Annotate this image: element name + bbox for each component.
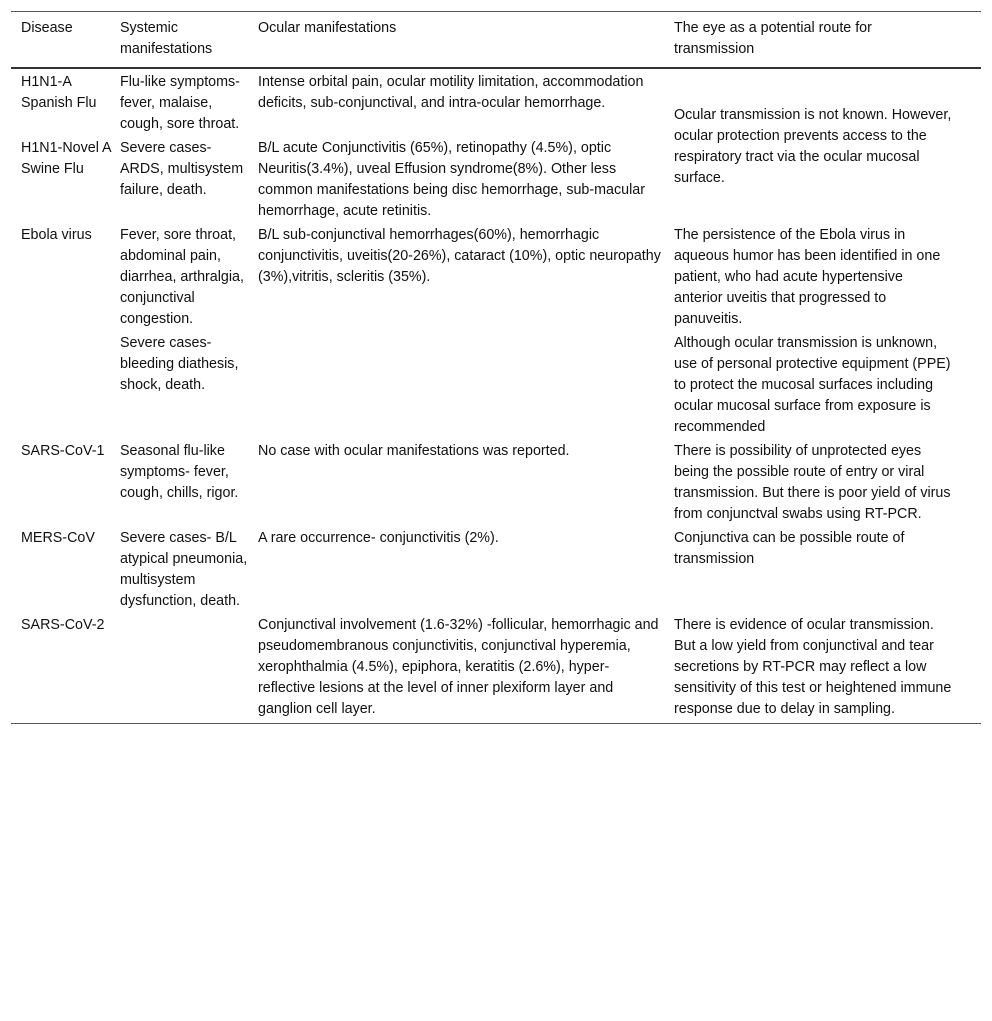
- header-systemic: Systemic manifestations: [120, 20, 213, 57]
- cell-ocular: Conjunctival involvement (1.6-32%) -follicular, hemorrhagic and pseudomembranous conjunctivitis, conjunctival hyperemia, xerophthalmia (4.5%), epiphora, keratitis (2.6%), hyper-reflective lesions at the level of inner plexiform layer and ganglion cell layer.: [258, 617, 659, 717]
- cell-ocular: B/L acute Conjunctivitis (65%), retinopathy (4.5%), optic Neuritis(3.4%), uveal Effusion syndrome(8%). Other less common manifestations being disc hemorrhage, sub-macular hemorrhage, acute retinitis.: [258, 140, 645, 219]
- cell-ocular: B/L sub-conjunctival hemorrhages(60%), hemorrhagic conjunctivitis, uveitis(20-26%), cataract (10%), optic neuropathy (3%),vitritis, scleritis (35%).: [258, 227, 661, 285]
- table-row: [11, 222, 981, 330]
- cell-ocular: Intense orbital pain, ocular motility limitation, accommodation deficits, sub-conjunctival, and intra-ocular hemorrhage.: [258, 74, 644, 111]
- cell-systemic: [120, 612, 258, 724]
- cell-systemic: Fever, sore throat, abdominal pain, diarrhea, arthralgia, conjunctival congestion.: [120, 227, 244, 327]
- cell-disease: Ebola virus: [21, 227, 92, 243]
- manifestations-table: [11, 11, 981, 724]
- cell-transmission: Ocular transmission is not known. However, ocular protection prevents access to the respiratory tract via the ocular mucosal surface.: [674, 107, 952, 186]
- table-row: [11, 330, 981, 438]
- cell-systemic: Severe cases- bleeding diathesis, shock, death.: [120, 335, 239, 393]
- cell-transmission: Conjunctiva can be possible route of transmission: [674, 530, 905, 567]
- cell-systemic: Seasonal flu-like symptoms- fever, cough, chills, rigor.: [120, 443, 239, 501]
- header-disease: Disease: [21, 20, 73, 36]
- header-transmission: The eye as a potential route for transmission: [674, 20, 872, 57]
- cell-ocular: No case with ocular manifestations was reported.: [258, 443, 570, 459]
- table-body: [11, 68, 981, 724]
- cell-systemic: Severe cases- ARDS, multisystem failure, death.: [120, 140, 244, 198]
- cell-systemic: Severe cases- B/L atypical pneumonia, multisystem dysfunction, death.: [120, 530, 248, 609]
- table-row: [11, 525, 981, 612]
- cell-disease: SARS-CoV-1: [21, 443, 105, 459]
- cell-systemic: Flu-like symptoms- fever, malaise, cough, sore throat.: [120, 74, 240, 132]
- cell-disease: H1N1-Novel A Swine Flu: [21, 140, 111, 177]
- cell-disease: [11, 330, 120, 438]
- cell-disease: MERS-CoV: [21, 530, 95, 546]
- cell-transmission: There is evidence of ocular transmission. But a low yield from conjunctival and tear secretions by RT-PCR may reflect a low sensitivity of this test or heightened immune response due to delay in sampling.: [674, 617, 952, 717]
- cell-transmission: The persistence of the Ebola virus in aqueous humor has been identified in one patient, who had acute hypertensive anterior uveitis that progressed to panuveitis.: [674, 227, 941, 327]
- cell-ocular: [258, 330, 674, 438]
- table-header: [11, 12, 981, 69]
- cell-disease: SARS-CoV-2: [21, 617, 105, 633]
- cell-disease: H1N1-A Spanish Flu: [21, 74, 97, 111]
- table-row: [11, 438, 981, 525]
- header-ocular: Ocular manifestations: [258, 20, 397, 36]
- cell-transmission: Although ocular transmission is unknown, use of personal protective equipment (PPE) to protect the mucosal surfaces including ocular mucosal surface from exposure is recommended: [674, 335, 951, 435]
- cell-transmission: There is possibility of unprotected eyes being the possible route of entry or viral transmission. But there is poor yield of virus from conjunctval swabs using RT-PCR.: [674, 443, 951, 522]
- table-row: [11, 68, 981, 135]
- header-row: [11, 12, 981, 69]
- table-row: [11, 612, 981, 724]
- cell-ocular: A rare occurrence- conjunctivitis (2%).: [258, 530, 499, 546]
